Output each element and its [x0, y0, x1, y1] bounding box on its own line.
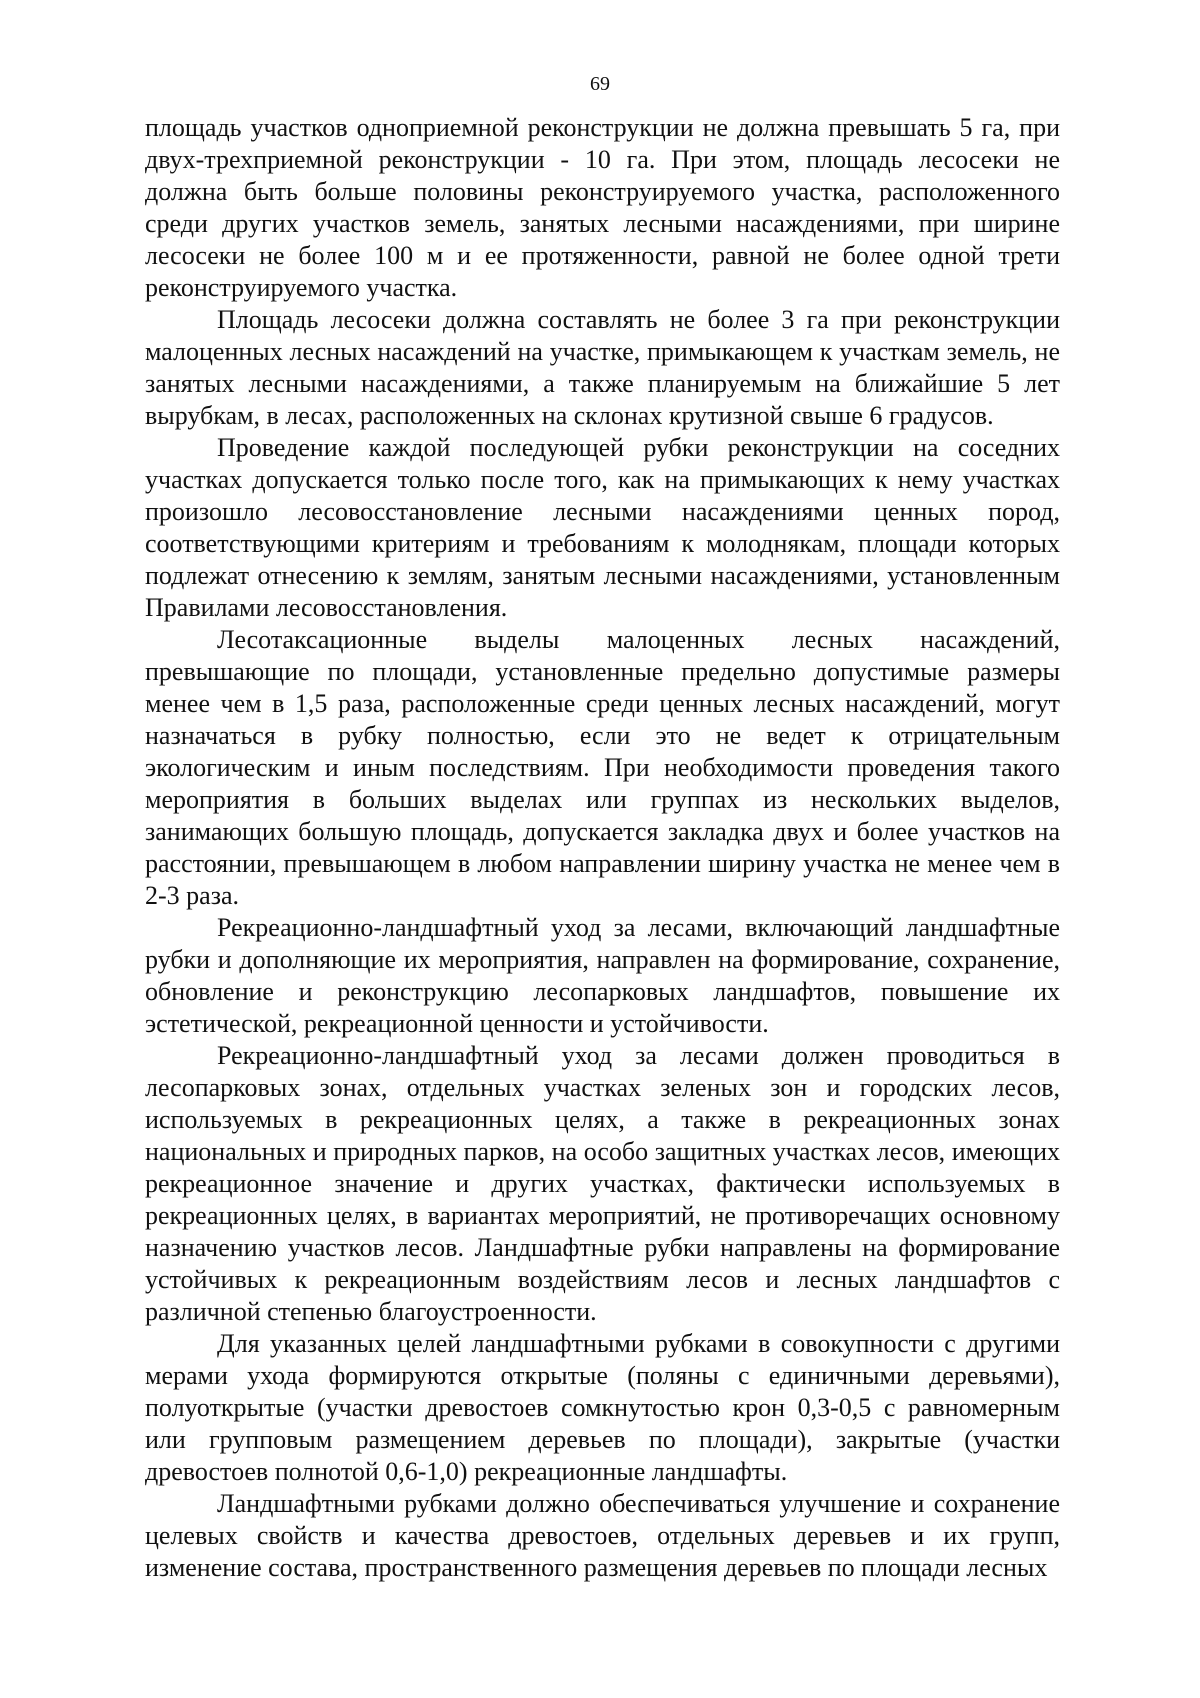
paragraph-2: Площадь лесосеки должна составлять не более 3 га при реконструкции малоценных лесных насаждений на участке, примыкающем к участкам земель, не занятых лесными насаждениями, а также планируемым на ближайшие 5 лет вырубкам, в лесах, расположенных на склонах крутизной свыше 6 градусов. — [145, 305, 1060, 430]
document-body — [145, 112, 1060, 1584]
paragraph-5: Рекреационно-ландшафтный уход за лесами, включающий ландшафтные рубки и дополняющие их мероприятия, направлен на формирование, сохранение, обновление и реконструкцию лесопарковых ландшафтов, повышение их эстетической, рекреационной ценности и устойчивости. — [145, 913, 1060, 1038]
paragraph-6: Рекреационно-ландшафтный уход за лесами должен проводиться в лесопарковых зонах, отдельных участках зеленых зон и городских лесов, используемых в рекреационных целях, а также в рекреационных зонах национальных и природных парков, на особо защитных участках лесов, имеющих рекреационное значение и других участках, фактически используемых в рекреационных целях, в вариантах мероприятий, не противоречащих основному назначению участков лесов. Ландшафтные рубки направлены на формирование устойчивых к рекреационным воздействиям лесов и лесных ландшафтов с различной степенью благоустроенности. — [145, 1041, 1060, 1326]
paragraph-7: Для указанных целей ландшафтными рубками в совокупности с другими мерами ухода формируются открытые (поляны с единичными деревьями), полуоткрытые (участки древостоев сомкнутостью крон 0,3-0,5 с равномерным или групповым размещением деревьев по площади), закрытые (участки древостоев полнотой 0,6-1,0) рекреационные ландшафты. — [145, 1329, 1060, 1486]
paragraph-1: площадь участков одноприемной реконструкции не должна превышать 5 га, при двух-трехприемной реконструкции - 10 га. При этом, площадь лесосеки не должна быть больше половины реконструируемого участка, расположенного среди других участков земель, занятых лесными насаждениями, при ширине лесосеки не более 100 м и ее протяженности, равной не более одной трети реконструируемого участка. — [145, 113, 1060, 302]
paragraph-4: Лесотаксационные выделы малоценных лесных насаждений, превышающие по площади, установленные предельно допустимые размеры менее чем в 1,5 раза, расположенные среди ценных лесных насаждений, могут назначаться в рубку полностью, если это не ведет к отрицательным экологическим и иным последствиям. При необходимости проведения такого мероприятия в больших выделах или группах из нескольких выделов, занимающих большую площадь, допускается закладка двух и более участков на расстоянии, превышающем в любом направлении ширину участка не менее чем в 2-3 раза. — [145, 625, 1060, 910]
paragraph-3: Проведение каждой последующей рубки реконструкции на соседних участках допускается только после того, как на примыкающих к нему участках произошло лесовосстановление лесными насаждениями ценных пород, соответствующими критериям и требованиям к молоднякам, площади которых подлежат отнесению к землям, занятым лесными насаждениями, установленным Правилами лесовосстановления. — [145, 433, 1060, 622]
paragraph-8: Ландшафтными рубками должно обеспечиваться улучшение и сохранение целевых свойств и качества древостоев, отдельных деревьев и их групп, изменение состава, пространственного размещения деревьев по площади лесных — [145, 1489, 1060, 1582]
page-number: 69 — [590, 73, 610, 95]
